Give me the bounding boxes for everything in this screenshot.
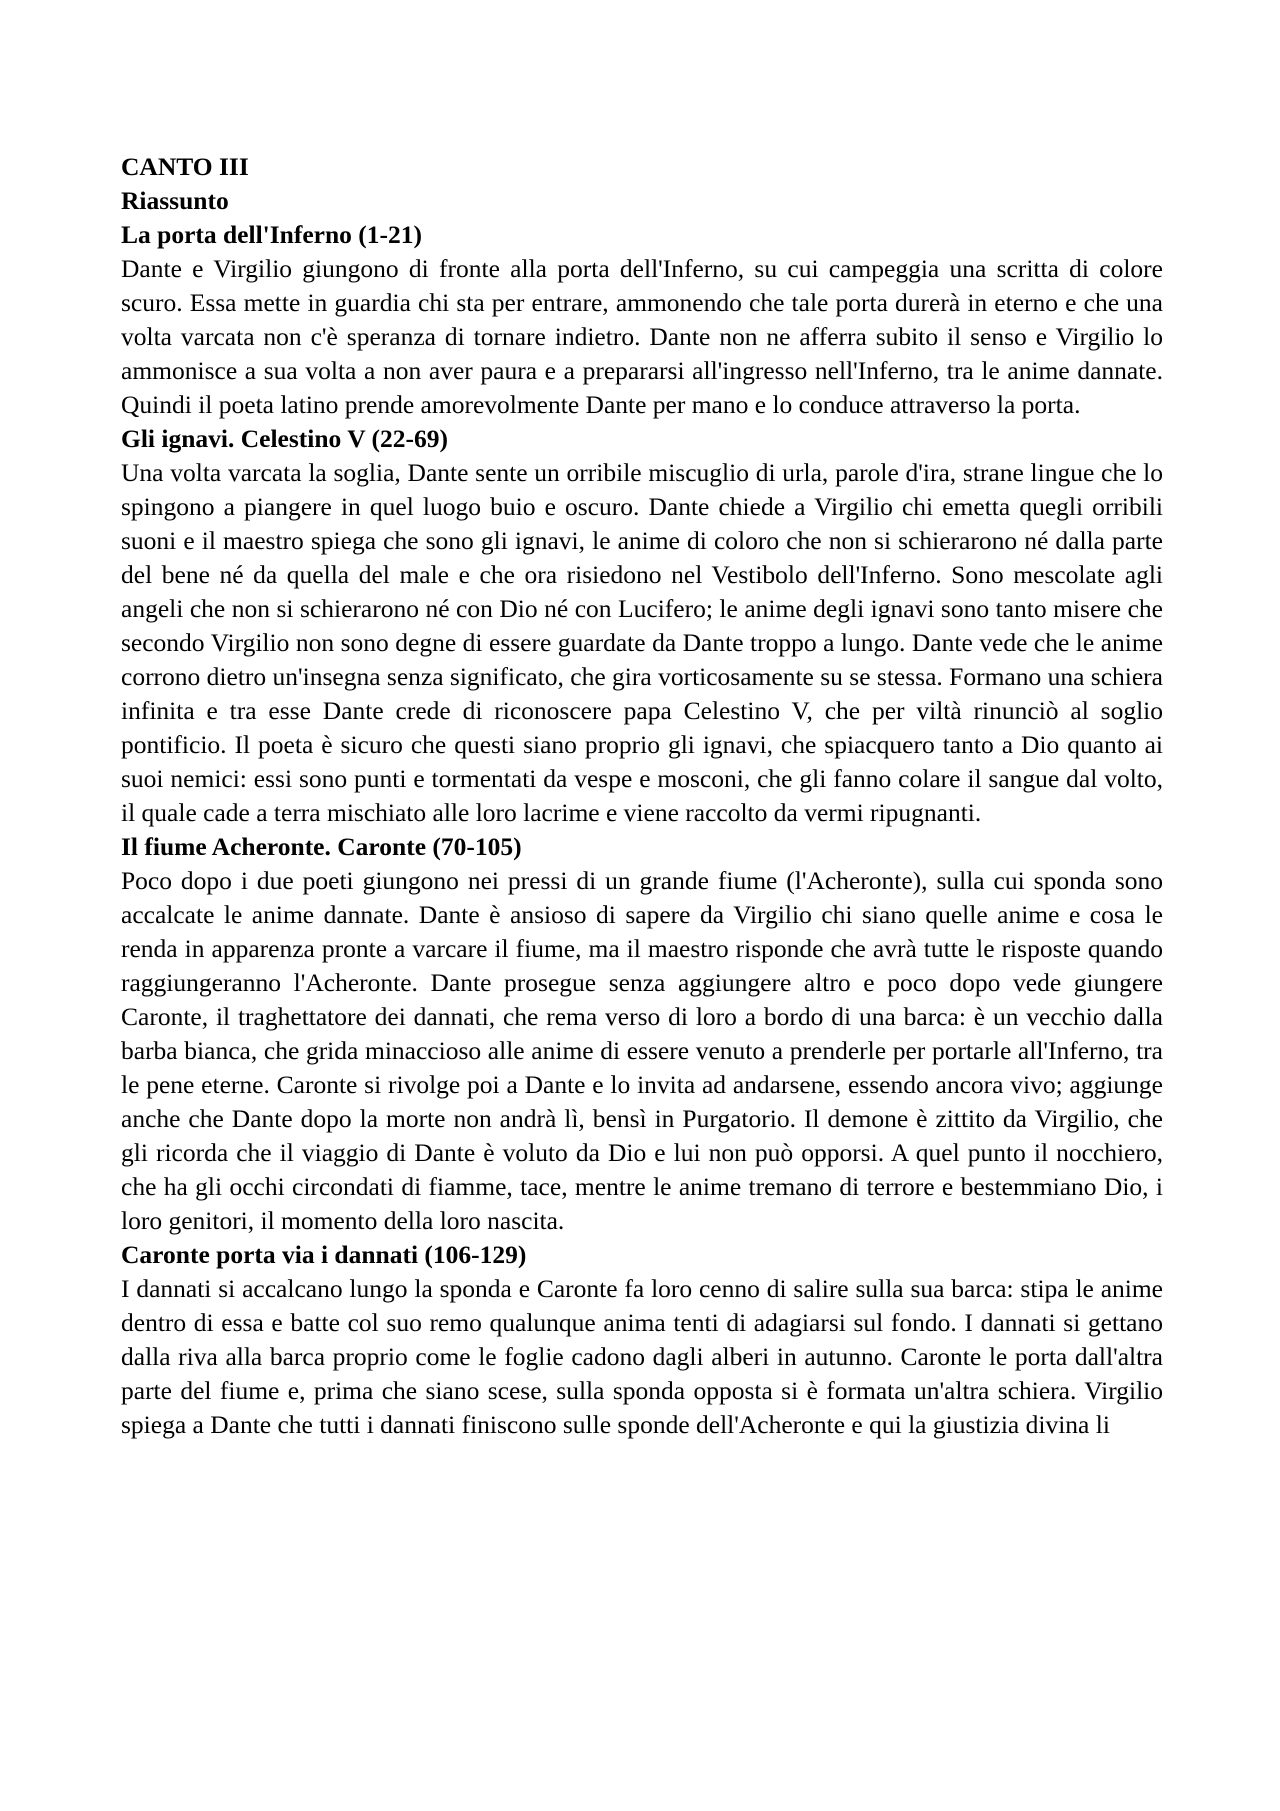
summary-label: Riassunto (121, 186, 229, 215)
section-heading: La porta dell'Inferno (1-21) (121, 220, 423, 249)
section-heading: Gli ignavi. Celestino V (22-69) (121, 424, 449, 453)
document-page (121, 150, 1163, 1442)
section-heading: Caronte porta via i dannati (106-129) (121, 1240, 527, 1269)
canto-title: CANTO III (121, 152, 249, 181)
section-heading: Il fiume Acheronte. Caronte (70-105) (121, 832, 522, 861)
section-paragraph: Una volta varcata la soglia, Dante sente un orribile miscuglio di urla, parole d'ira, strane lingue che lo spingono a piangere in quel luogo buio e oscuro. Dante chiede a Virgilio chi emetta quegli orribili suoni e il maestro spiega che sono gli ignavi, le anime di coloro che non si schierarono né dalla parte del bene né da quella del male e che ora risiedono nel Vestibolo dell'Inferno. Sono mescolate agli angeli che non si schierarono né con Dio né con Lucifero; le anime degli ignavi sono tanto misere che secondo Virgilio non sono degne di essere guardate da Dante troppo a lungo. Dante vede che le anime corrono dietro un'insegna senza significato, che gira vorticosamente su se stessa. Formano una schiera infinita e tra esse Dante crede di riconoscere papa Celestino V, che per viltà rinunciò al soglio pontificio. Il poeta è sicuro che questi siano proprio gli ignavi, che spiacquero tanto a Dio quanto ai suoi nemici: essi sono punti e tormentati da vespe e mosconi, che gli fanno colare il sangue dal volto, il quale cade a terra mischiato alle loro lacrime e viene raccolto da vermi ripugnanti. (121, 458, 1163, 827)
section-paragraph: Dante e Virgilio giungono di fronte alla porta dell'Inferno, su cui campeggia una scritta di colore scuro. Essa mette in guardia chi sta per entrare, ammonendo che tale porta durerà in eterno e che una volta varcata non c'è speranza di tornare indietro. Dante non ne afferra subito il senso e Virgilio lo ammonisce a sua volta a non aver paura e a prepararsi all'ingresso nell'Inferno, tra le anime dannate. Quindi il poeta latino prende amorevolmente Dante per mano e lo conduce attraverso la porta. (121, 254, 1163, 419)
section-paragraph: Poco dopo i due poeti giungono nei pressi di un grande fiume (l'Acheronte), sulla cui sponda sono accalcate le anime dannate. Dante è ansioso di sapere da Virgilio chi siano quelle anime e cosa le renda in apparenza pronte a varcare il fiume, ma il maestro risponde che avrà tutte le risposte quando raggiungeranno l'Acheronte. Dante prosegue senza aggiungere altro e poco dopo vede giungere Caronte, il traghettatore dei dannati, che rema verso di loro a bordo di una barca: è un vecchio dalla barba bianca, che grida minaccioso alle anime di essere venuto a prenderle per portarle all'Inferno, tra le pene eterne. Caronte si rivolge poi a Dante e lo invita ad andarsene, essendo ancora vivo; aggiunge anche che Dante dopo la morte non andrà lì, bensì in Purgatorio. Il demone è zittito da Virgilio, che gli ricorda che il viaggio di Dante è voluto da Dio e lui non può opporsi. A quel punto il nocchiero, che ha gli occhi circondati di fiamme, tace, mentre le anime tremano di terrore e bestemmiano Dio, i loro genitori, il momento della loro nascita. (121, 866, 1163, 1235)
section-paragraph: I dannati si accalcano lungo la sponda e Caronte fa loro cenno di salire sulla sua barca: stipa le anime dentro di essa e batte col suo remo qualunque anima tenti di adagiarsi sul fondo. I dannati si gettano dalla riva alla barca proprio come le foglie cadono dagli alberi in autunno. Caronte le porta dall'altra parte del fiume e, prima che siano scese, sulla sponda opposta si è formata un'altra schiera. Virgilio spiega a Dante che tutti i dannati finiscono sulle sponde dell'Acheronte e qui la giustizia divina li (121, 1274, 1163, 1439)
